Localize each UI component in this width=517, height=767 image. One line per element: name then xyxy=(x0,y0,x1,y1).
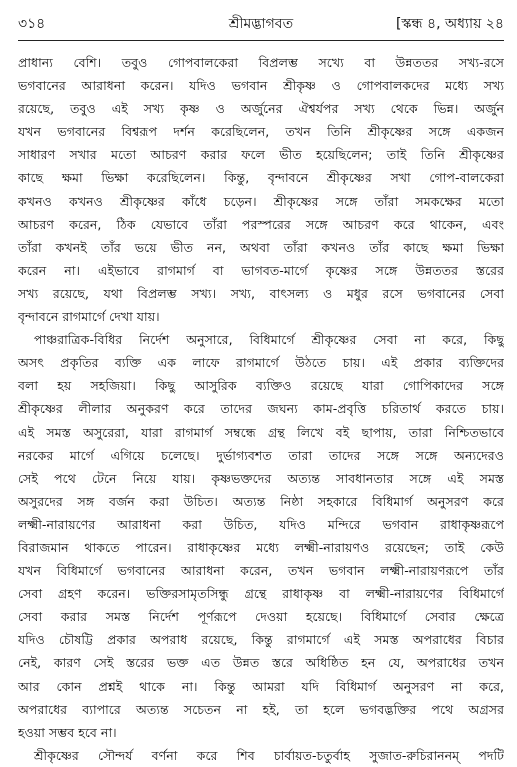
text-line: যদিও চৌষট্টি প্রকার অপরাধ রয়েছে, কিন্তু রাগমার্গে এই সমস্ত অপরাধের বিচার xyxy=(18,632,504,648)
text-line: আচরণ করেন, ঠিক যেভাবে তাঁরা পরস্পরের সঙ্গে আচরণ করে থাকেন, এবং xyxy=(18,216,504,232)
paragraph-2 xyxy=(18,328,504,744)
text-line: অসৎ প্রকৃতির ব্যক্তি এক লাফে রাগমার্গে উঠতে চায়। এই প্রকার ব্যক্তিদের xyxy=(18,355,504,371)
text-line: কাছে ক্ষমা ভিক্ষা করেছিলেন। কিন্তু, বৃন্দাবনে শ্রীকৃষ্ণের সখা গোপ-বালকেরা xyxy=(18,170,504,186)
text-line: শ্রীকৃষ্ণের সৌন্দর্য বর্ণনা করে শিব চার্বায়ত-চতুর্বাহ সুজাত-রুচিরাননম্ পদটি xyxy=(34,747,504,763)
text-line: তাঁরা কখনই তাঁর ভয়ে ভীত নন, অথবা তাঁরা কখনও তাঁর কাছে ক্ষমা ভিক্ষা xyxy=(18,239,504,255)
header-divider xyxy=(18,40,504,41)
text-line: সেবা করার সমস্ত নির্দেশ পূর্ণরূপে দেওয়া হয়েছে। বিধিমার্গে সেবার ক্ষেত্রে xyxy=(18,609,504,625)
paragraph-1 xyxy=(18,51,504,328)
text-line: রয়েছে, তবুও এই সখ্য কৃষ্ণ ও অর্জুনের ঐশ্বর্যপর সখ্য থেকে ভিন্ন। অর্জুন xyxy=(18,101,504,117)
running-title: শ্রীমদ্ভাগবত xyxy=(228,16,294,32)
text-line: অপরাধের ব্যাপারে অত্যন্ত সচেতন না হই, তা হলে ভগবদ্ভক্তির পথে অগ্রসর xyxy=(18,701,504,717)
page-number: ৩১৪ xyxy=(18,16,46,32)
text-line: পাঞ্চরাত্রিক-বিধির নির্দেশ অনুসারে, বিধিমার্গে শ্রীকৃষ্ণের সেবা না করে, কিছু xyxy=(34,332,504,348)
canto-chapter-reference: [স্কন্ধ ৪, অধ্যায় ২৪ xyxy=(395,16,504,32)
body-text xyxy=(18,51,504,767)
text-line: অসুরদের সঙ্গ বর্জন করা উচিত। অত্যন্ত নিষ্ঠা সহকারে বিধিমার্গ অনুসরণ করে xyxy=(18,493,504,509)
text-line: এই সমস্ত অসুরেরা, যারা রাগমার্গ সম্বন্ধে গ্রন্থ লিখে বই ছাপায়, তারা নিশ্চিতভাবে xyxy=(18,424,504,440)
text-line: সাধারণ সখার মতো আচরণ করার ফলে ভীত হয়েছিলেন; তাই তিনি শ্রীকৃষ্ণের xyxy=(18,147,504,163)
text-line: করেন না। এইভাবে রাগমার্গ বা ভাগবত-মার্গে কৃষ্ণের সঙ্গে উন্নততর স্তরের xyxy=(18,262,504,278)
text-line: বৃন্দাবনে রাগমার্গে দেখা যায়। xyxy=(18,309,160,325)
text-line: ভগবানের আরাধনা করেন। যদিও ভগবান শ্রীকৃষ্ণ ও গোপবালকদের মধ্যে সখ্য xyxy=(18,78,504,94)
text-line: বিরাজমান থাকতে পারেন। রাধাকৃষ্ণের মধ্যে লক্ষ্মী-নারায়ণও রয়েছেন; তাই কেউ xyxy=(18,539,504,555)
text-line: সখ্য রয়েছে, যথা বিপ্রলম্ভ সখ্য। সখ্য, বাৎসল্য ও মধুর রসে ভগবানের সেবা xyxy=(18,285,504,301)
text-line: হওয়া সম্ভব হবে না। xyxy=(18,724,117,740)
text-line: লক্ষ্মী-নারায়ণের আরাধনা করা উচিত, যদিও মন্দিরে ভগবান রাধাকৃষ্ণরূপে xyxy=(18,516,504,532)
text-line: যখন বিধিমার্গে ভগবানের আরাধনা করেন, তখন ভগবান লক্ষ্মী-নারায়ণরূপে তাঁর xyxy=(18,563,504,579)
text-line: সেই পথে টেনে নিয়ে যায়। কৃষ্ণভক্তদের অত্যন্ত সাবধানতার সঙ্গে এই সমস্ত xyxy=(18,470,504,486)
page-header xyxy=(18,8,504,36)
text-line: কখনও কখনও শ্রীকৃষ্ণের কাঁধে চড়েন। শ্রীকৃষ্ণের সঙ্গে তাঁরা সমকক্ষের মতো xyxy=(18,193,504,209)
paragraph-3 xyxy=(18,744,504,767)
text-line: যখন ভগবানের বিশ্বরূপ দর্শন করেছিলেন, তখন তিনি শ্রীকৃষ্ণের সঙ্গে একজন xyxy=(18,124,504,140)
text-line: আর কোন প্রশ্নই থাকে না। কিন্তু আমরা যদি বিধিমার্গ অনুসরণ না করে, xyxy=(18,678,504,694)
text-line: নরকের মার্গে এগিয়ে চলেছে। দুর্ভাগ্যবশত তারা তাদের সঙ্গে সঙ্গে অন্যদেরও xyxy=(18,447,504,463)
text-line: প্রাধান্য বেশি। তবুও গোপবালকেরা বিপ্রলম্ভ সখ্যে বা উন্নততর সখ্য-রসে xyxy=(18,55,504,70)
text-line: সেবা গ্রহণ করেন। ভক্তিরসামৃতসিন্ধু গ্রন্থে রাধাকৃষ্ণ বা লক্ষ্মী-নারায়ণের বিধিমার্গে xyxy=(18,586,504,602)
text-line: শ্রীকৃষ্ণের লীলার অনুকরণ করে তাদের জঘন্য কাম-প্রবৃত্তি চরিতার্থ করতে চায়। xyxy=(18,401,504,417)
text-line: নেই, কারণ সেই স্তরের ভক্ত এত উন্নত স্তরে অধিষ্ঠিত হন যে, অপরাধের তখন xyxy=(18,655,504,671)
text-line: বলা হয় সহজিয়া। কিছু আসুরিক ব্যক্তিও রয়েছে যারা গোপিকাদের সঙ্গে xyxy=(18,378,504,394)
